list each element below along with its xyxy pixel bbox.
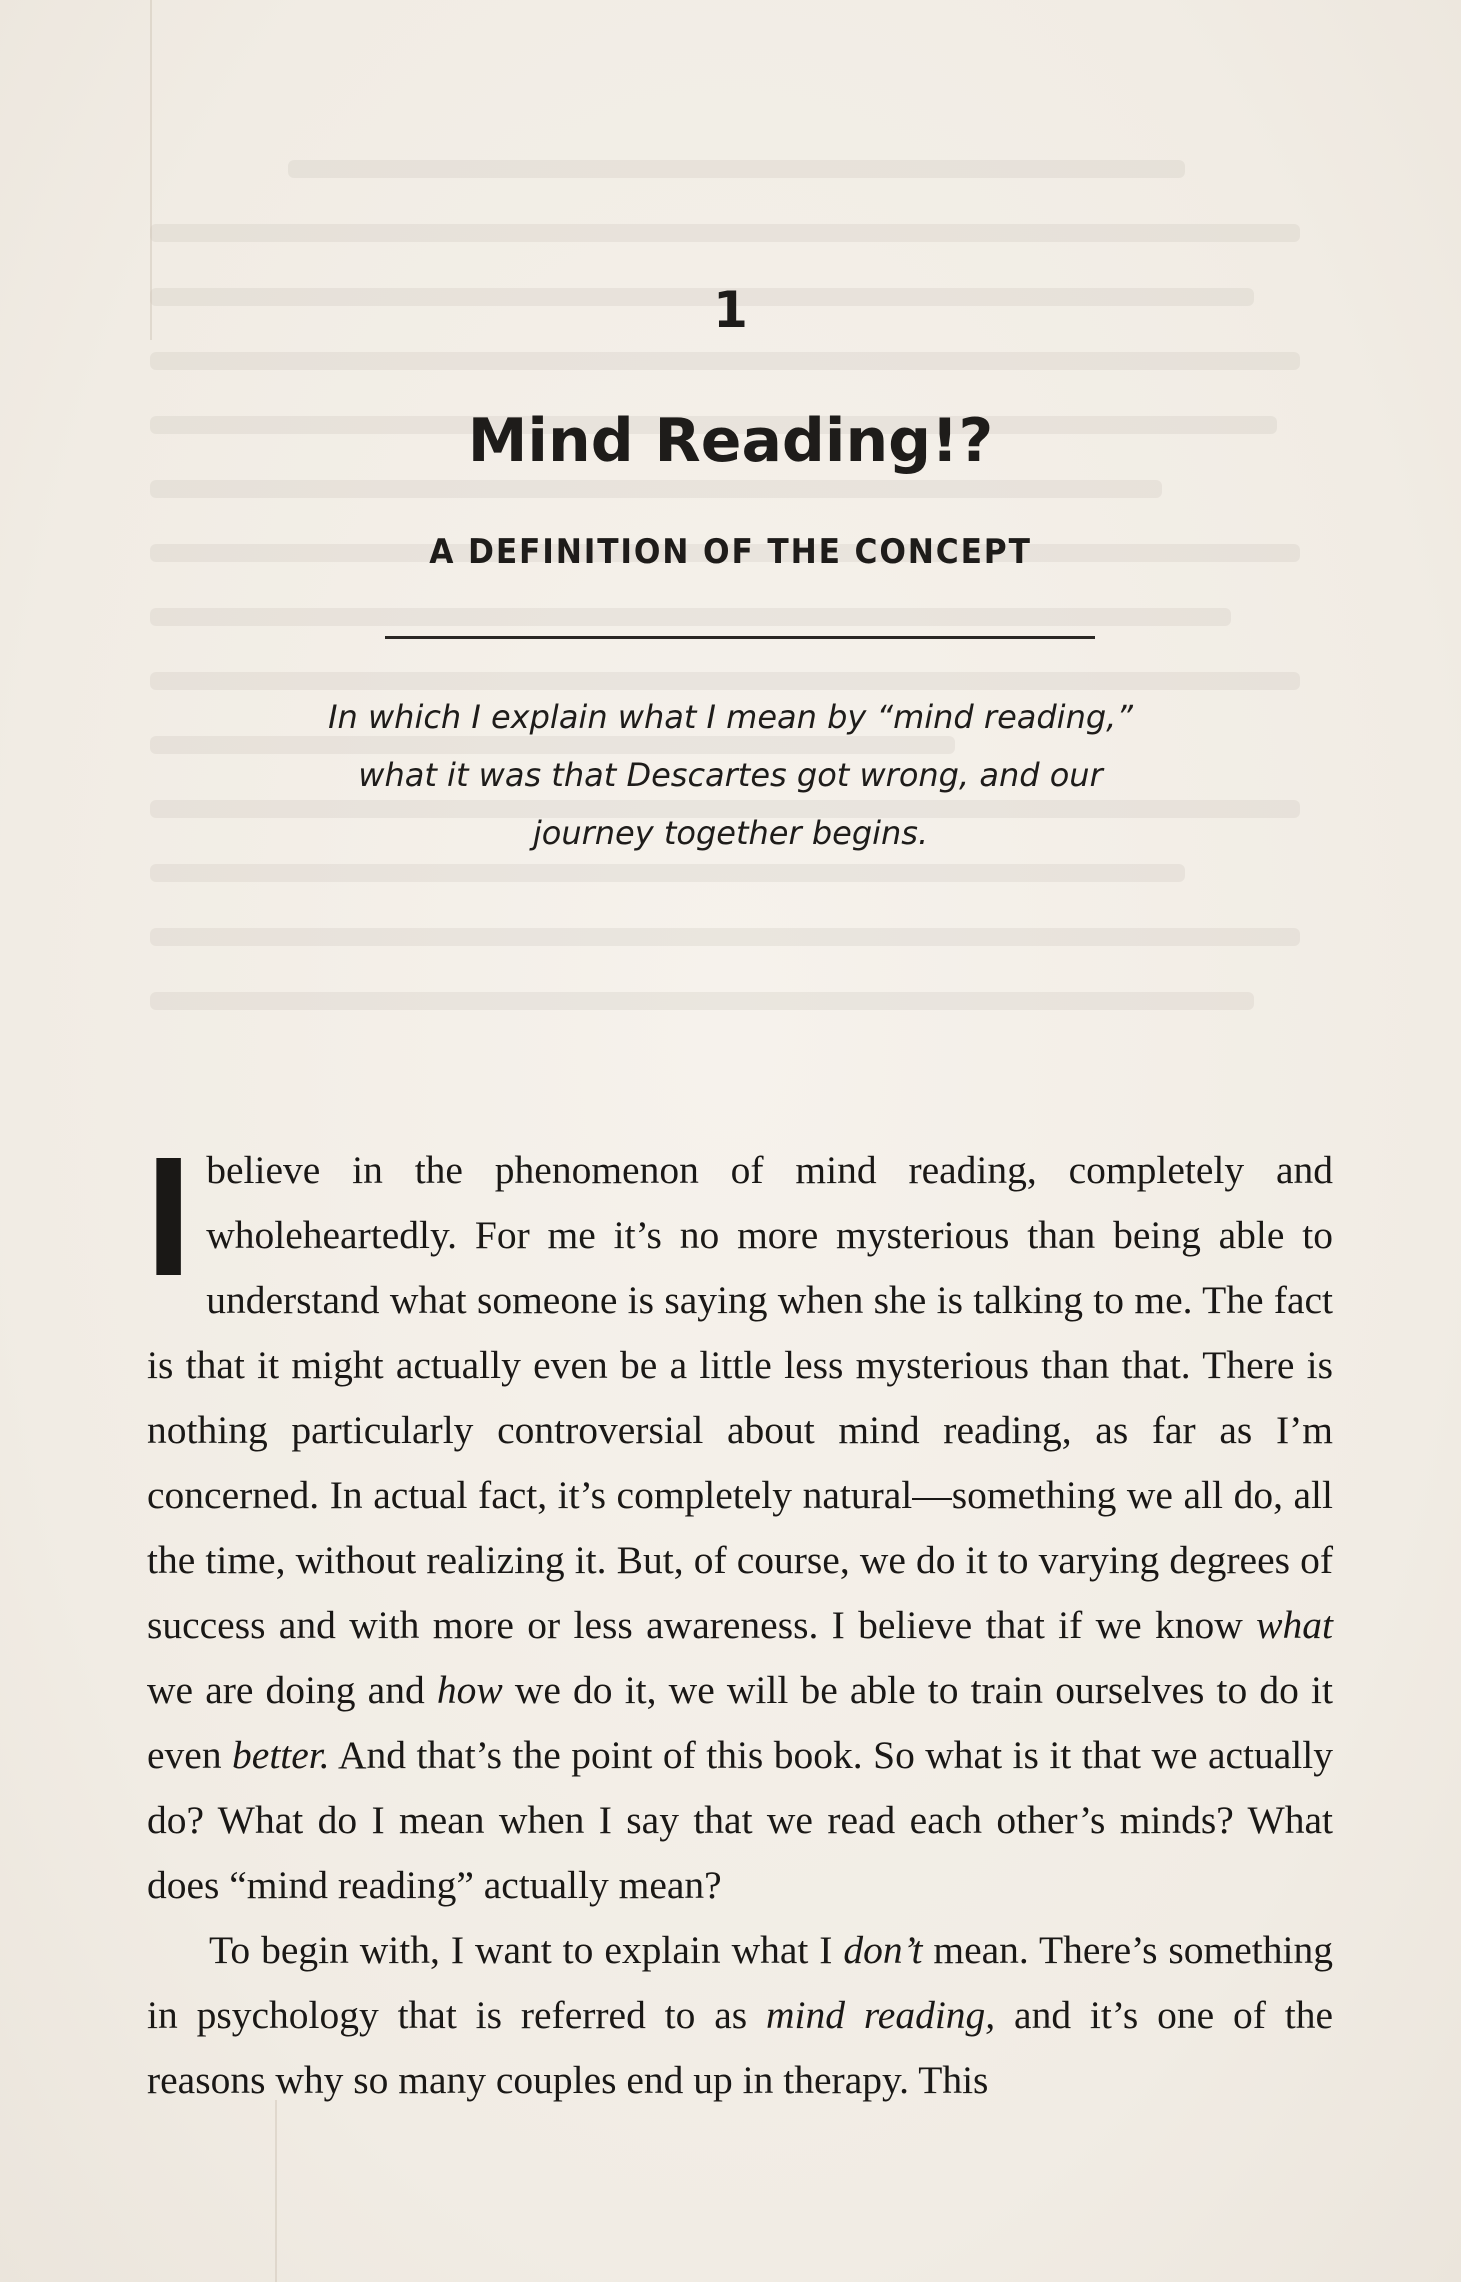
paragraph <box>147 1918 1333 2113</box>
divider-rule <box>385 636 1095 639</box>
paragraph-text: And that’s the point of this book. So what is it that we actually do? What do I mean when I say that we read each other’s minds? What does “mind reading” actually mean? <box>147 1733 1333 1907</box>
epigraph-line: In which I explain what I mean by “mind reading,” <box>328 698 1133 736</box>
paragraph-text: we are doing and <box>147 1668 437 1712</box>
paragraph-text: believe in the phenomenon of mind reading, completely and wholeheartedly. For me it’s no more mysterious than being able to understand what someone is saying when she is talking to me. The fact is that it might actually even be a little less mysterious than that. There is nothing particularly controversial about mind reading, as far as I’m concerned. In actual fact, it’s completely natural—something we all do, all the time, without realizing it. But, of course, we do it to varying degrees of success and with more or less awareness. I believe that if we know <box>147 1148 1333 1647</box>
drop-cap: I <box>145 1122 193 1312</box>
emphasis-text: better. <box>232 1733 330 1777</box>
chapter-title: Mind Reading!? <box>467 406 994 476</box>
emphasis-text: what <box>1256 1603 1333 1647</box>
body-text <box>145 1122 1333 2113</box>
paragraph-text: To begin with, I want to explain what I <box>209 1928 844 1972</box>
page-edge-line <box>275 2100 277 2282</box>
epigraph <box>230 688 1231 862</box>
emphasis-text: how <box>436 1668 503 1712</box>
paragraph-text: mean. There’s something in psychology that is referred to as <box>147 1928 1333 2037</box>
paragraph-text: we do it, we will be able to train ourselves to do it even <box>147 1668 1333 1777</box>
epigraph-line: journey together begins. <box>532 814 929 852</box>
chapter-subtitle: A DEFINITION OF THE CONCEPT <box>429 532 1032 572</box>
paragraph <box>145 1122 1333 1918</box>
emphasis-text: don’t <box>843 1928 923 1972</box>
paragraph-text: and it’s one of the reasons why so many couples end up in therapy. This <box>147 1993 1333 2102</box>
epigraph-line: what it was that Descartes got wrong, and our <box>358 756 1103 794</box>
emphasis-text: mind reading, <box>766 1993 996 2037</box>
chapter-number: 1 <box>713 281 748 339</box>
